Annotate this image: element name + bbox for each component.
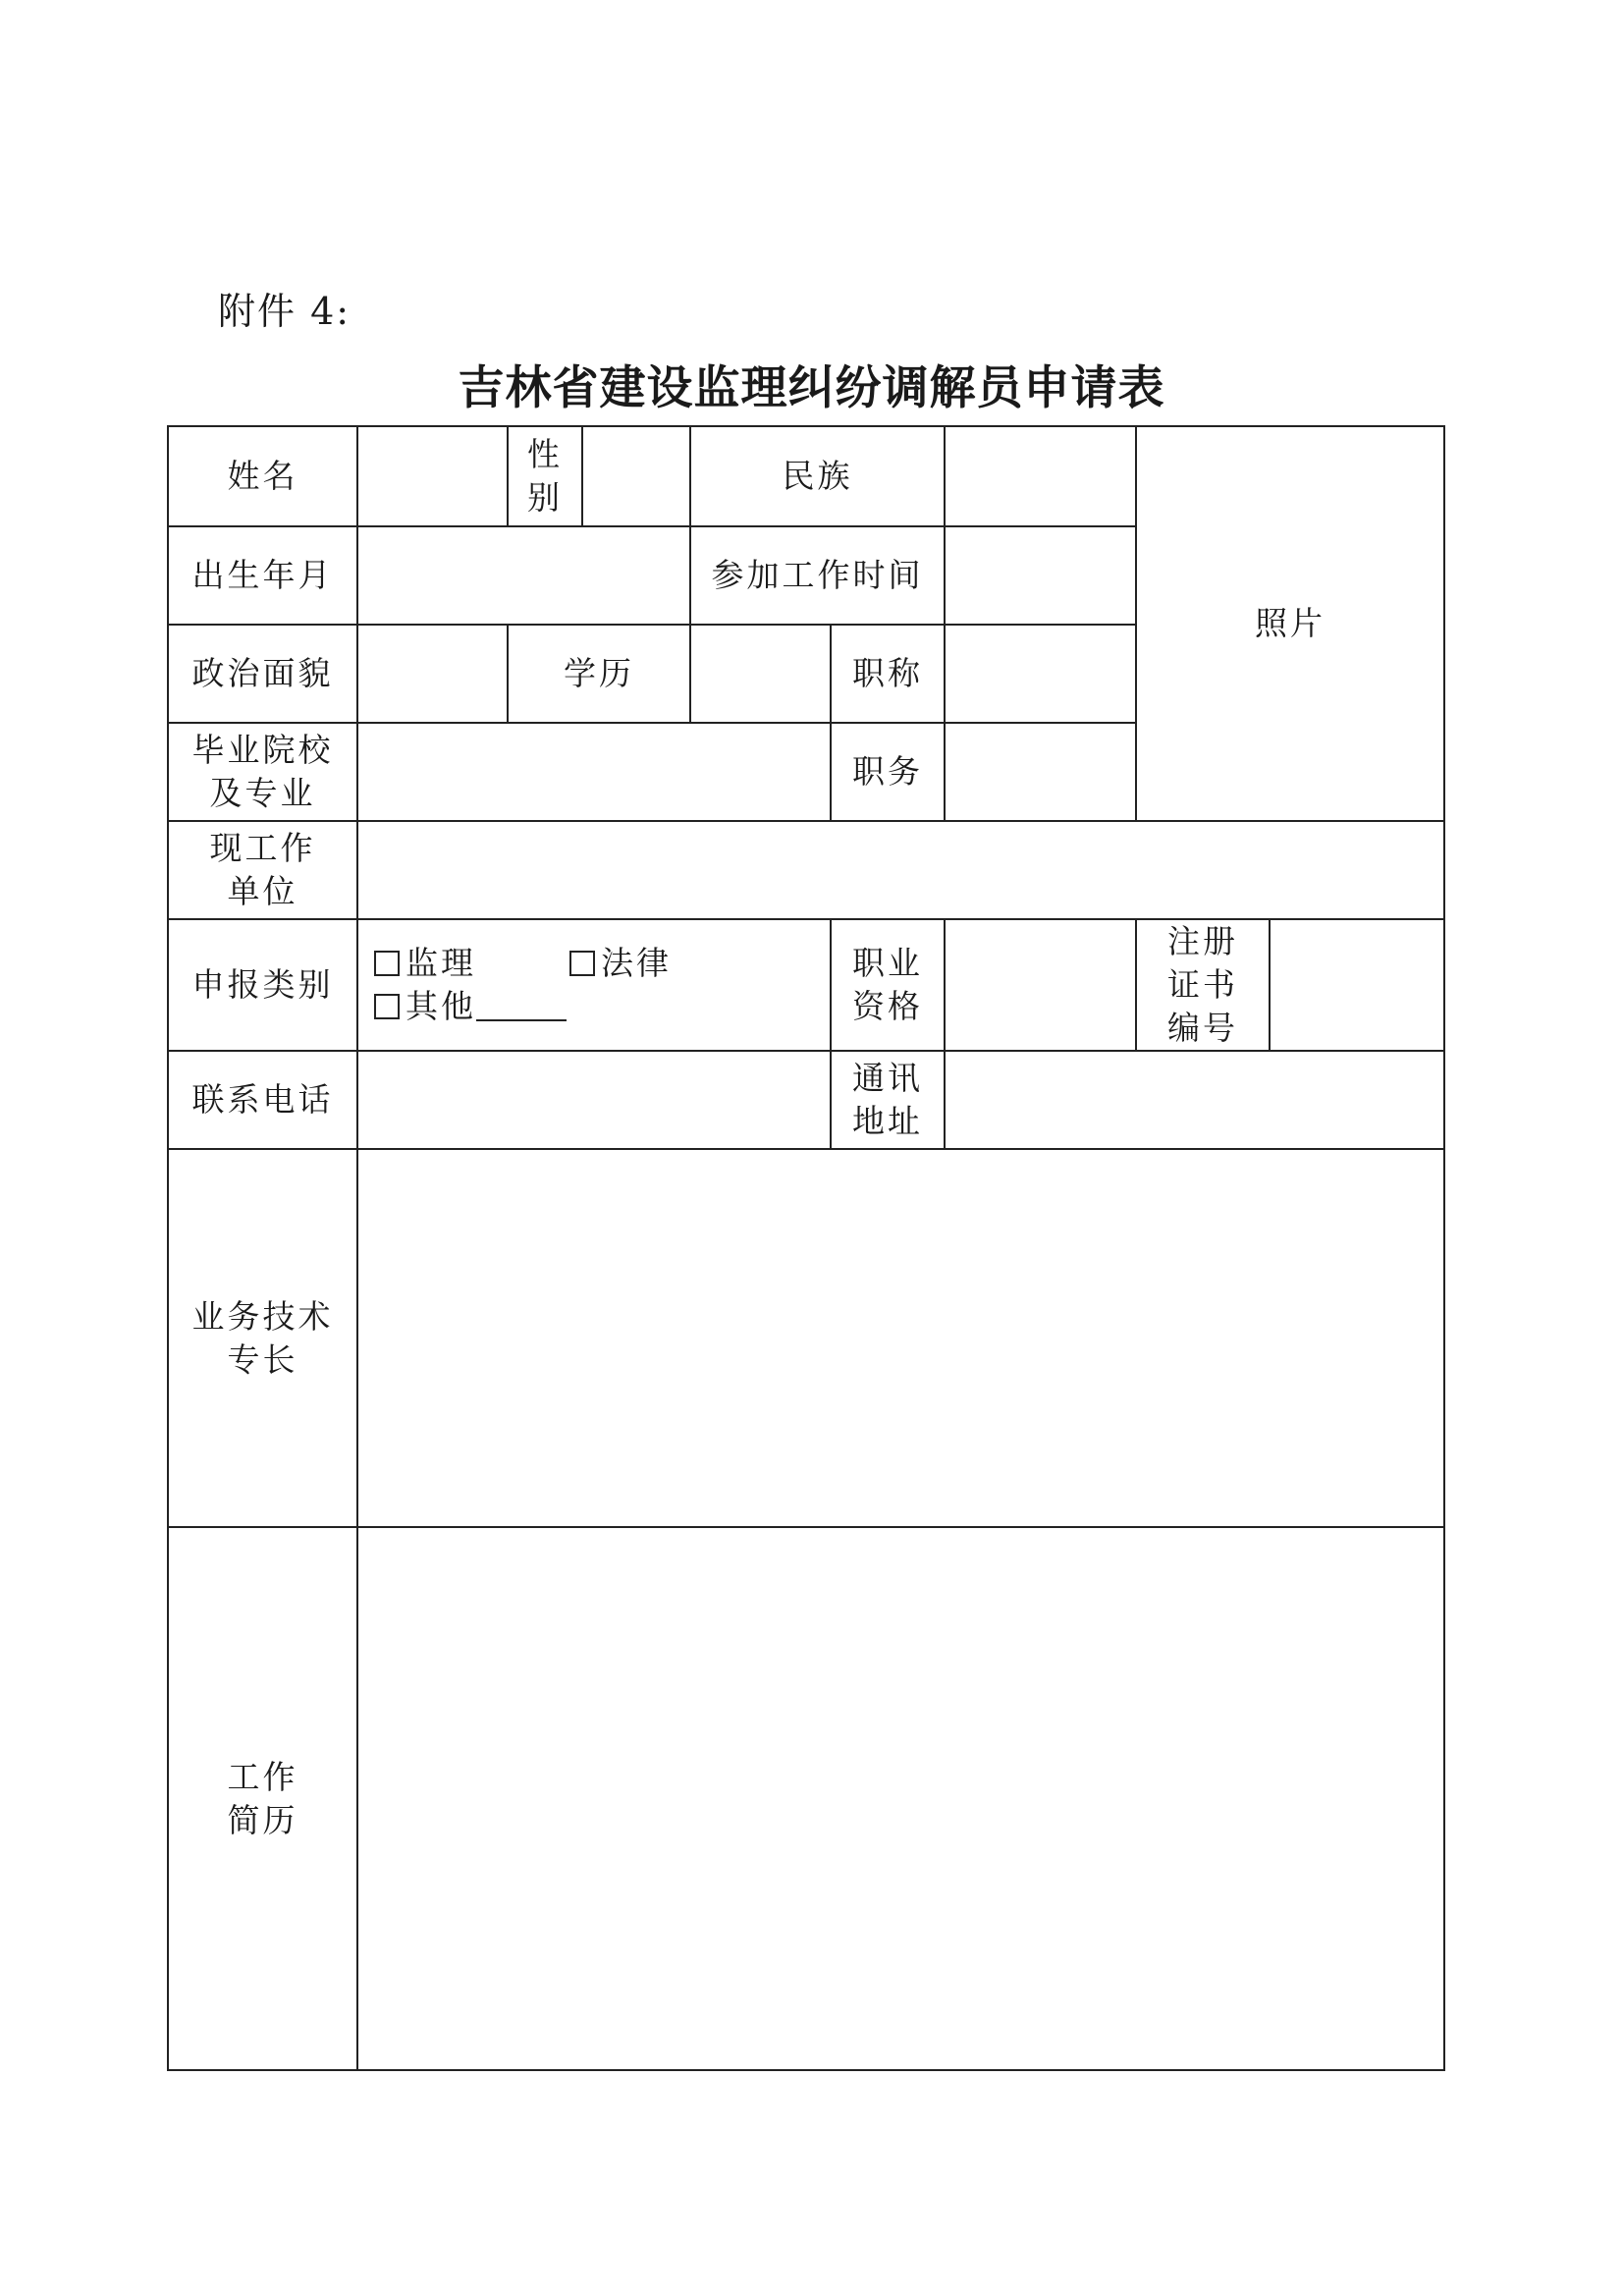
application-category-label: 申报类别	[168, 919, 357, 1051]
birth-date-label: 出生年月	[168, 526, 357, 625]
category-supervision-checkbox[interactable]	[374, 951, 400, 976]
category-law-option[interactable]	[569, 942, 672, 985]
category-supervision-label: 监理	[406, 944, 476, 982]
work-history-value[interactable]	[357, 1527, 1444, 2070]
political-status-label: 政治面貌	[168, 625, 357, 723]
name-label: 姓名	[168, 426, 357, 526]
application-category-options	[357, 919, 831, 1051]
expertise-value[interactable]	[357, 1149, 1444, 1527]
phone-label: 联系电话	[168, 1051, 357, 1149]
expertise-label: 业务技术 专长	[168, 1149, 357, 1527]
category-other-checkbox[interactable]	[374, 994, 400, 1019]
current-employer-label: 现工作 单位	[168, 821, 357, 919]
category-other-label: 其他	[406, 987, 476, 1025]
position-value[interactable]	[945, 723, 1136, 821]
registration-cert-label: 注册 证书 编号	[1136, 919, 1270, 1051]
work-history-label: 工作 简历	[168, 1527, 357, 2070]
gender-label: 性 别	[508, 426, 582, 526]
attachment-label: 附件 4:	[218, 290, 352, 333]
category-law-label: 法律	[601, 944, 672, 982]
education-value[interactable]	[690, 625, 831, 723]
category-law-checkbox[interactable]	[569, 951, 595, 976]
professional-qualification-value[interactable]	[945, 919, 1136, 1051]
position-label: 职务	[831, 723, 945, 821]
name-value[interactable]	[357, 426, 508, 526]
category-supervision-option[interactable]	[374, 942, 476, 985]
school-major-value[interactable]	[357, 723, 831, 821]
photo-box[interactable]: 照片	[1136, 426, 1444, 821]
application-form	[167, 425, 1445, 2071]
form-title: 吉林省建设监理纠纷调解员申请表	[458, 361, 1165, 415]
education-label: 学历	[508, 625, 690, 723]
political-status-value[interactable]	[357, 625, 508, 723]
work-start-label: 参加工作时间	[690, 526, 945, 625]
birth-date-value[interactable]	[357, 526, 690, 625]
current-employer-value[interactable]	[357, 821, 1444, 919]
category-other-option[interactable]	[374, 985, 567, 1028]
application-form-table	[167, 425, 1445, 2071]
ethnicity-value[interactable]	[945, 426, 1136, 526]
professional-title-label: 职称	[831, 625, 945, 723]
address-value[interactable]	[945, 1051, 1444, 1149]
ethnicity-label: 民族	[690, 426, 945, 526]
professional-qualification-label: 职业 资格	[831, 919, 945, 1051]
professional-title-value[interactable]	[945, 625, 1136, 723]
phone-value[interactable]	[357, 1051, 831, 1149]
registration-cert-value[interactable]	[1270, 919, 1444, 1051]
address-label: 通讯 地址	[831, 1051, 945, 1149]
work-start-value[interactable]	[945, 526, 1136, 625]
school-major-label: 毕业院校 及专业	[168, 723, 357, 821]
category-other-blank[interactable]	[476, 992, 567, 1021]
gender-value[interactable]	[582, 426, 690, 526]
